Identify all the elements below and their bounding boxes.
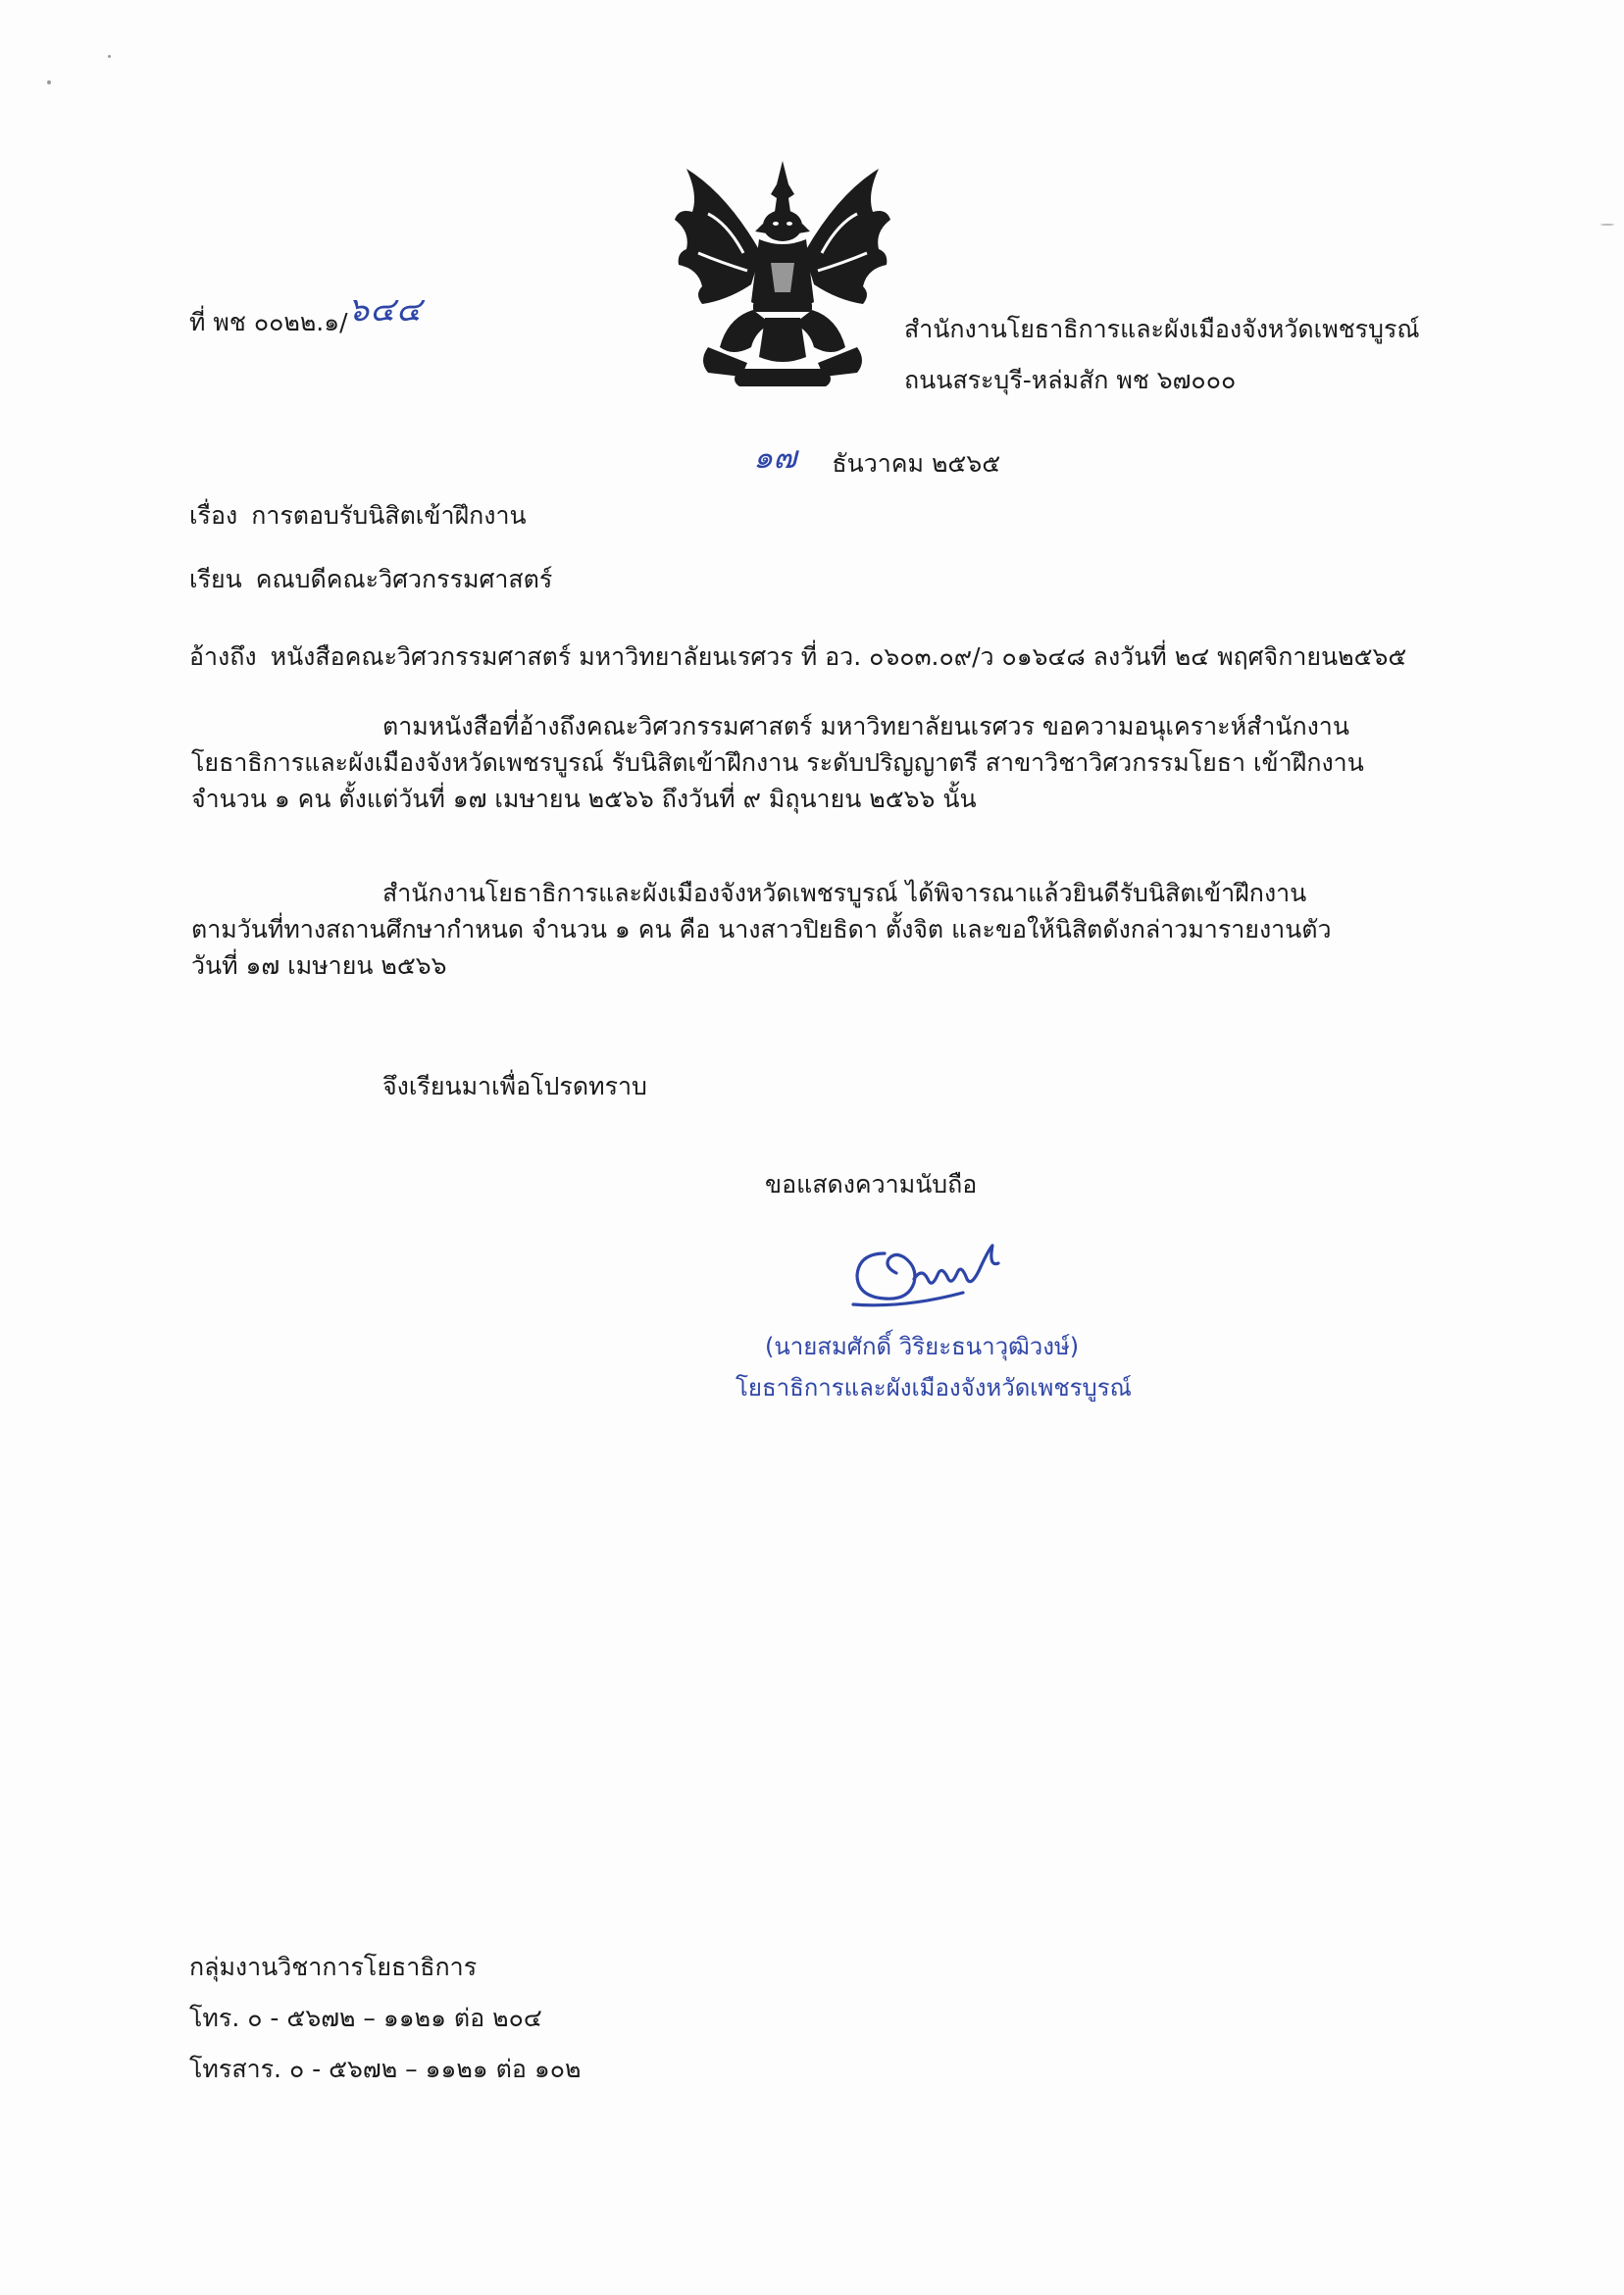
handwritten-signature — [845, 1224, 1012, 1312]
recipient-line — [189, 562, 552, 597]
date-month-year: ธันวาคม ๒๕๖๕ — [832, 449, 1001, 478]
agency-name: สำนักงานโยธาธิการและผังเมืองจังหวัดเพชรบูรณ์ — [904, 315, 1420, 343]
date-handwritten-day: ๑๗ — [753, 438, 797, 476]
subject-text: การตอบรับนิสิตเข้าฝึกงาน — [251, 501, 527, 530]
recipient-text: คณบดีคณะวิศวกรรมศาสตร์ — [255, 565, 553, 593]
reference-text: หนังสือคณะวิศวกรรมศาสตร์ มหาวิทยาลัยนเรศวร ที่ อว. ๐๖๐๓.๐๙/ว ๐๑๖๔๘ ลงวันที่ ๒๔ พฤศจิกายน๒๕๖๕ — [270, 642, 1407, 671]
paragraph-line: สำนักงานโยธาธิการและผังเมืองจังหวัดเพชรบูรณ์ ได้พิจารณาแล้วยินดีรับนิสิตเข้าฝึกงาน — [382, 879, 1307, 907]
scan-speck — [1600, 224, 1614, 226]
closing-sentence: จึงเรียนมาเพื่อโปรดทราบ — [382, 1072, 647, 1100]
footer-phone: โทร. ๐ - ๕๖๗๒ – ๑๑๒๑ ต่อ ๒๐๔ — [189, 2004, 542, 2032]
reference-handwritten-number: ๖๔๔ — [347, 290, 423, 330]
footer-fax: โทรสาร. ๐ - ๕๖๗๒ – ๑๑๒๑ ต่อ ๑๐๒ — [189, 2055, 582, 2083]
scan-speck — [108, 55, 111, 58]
paragraph-line: ตามวันที่ทางสถานศึกษากำหนด จำนวน ๑ คน คือ นางสาวปิยธิดา ตั้งจิต และขอให้นิสิตดังกล่าวมารายงานตัว — [191, 915, 1332, 944]
signer-title: โยธาธิการและผังเมืองจังหวัดเพชรบูรณ์ — [736, 1374, 1132, 1402]
valediction: ขอแสดงความนับถือ — [765, 1170, 978, 1198]
body-paragraph-2 — [191, 875, 1484, 984]
reference-line — [189, 639, 1406, 675]
reference-prefix: ที่ พช ๐๐๒๒.๑/ — [189, 308, 348, 336]
recipient-label: เรียน — [189, 565, 242, 593]
document-reference-number — [189, 290, 423, 340]
paragraph-line: จำนวน ๑ คน ตั้งแต่วันที่ ๑๗ เมษายน ๒๕๖๖ ถึงวันที่ ๙ มิถุนายน ๒๕๖๖ นั้น — [191, 785, 977, 813]
paragraph-line: ตามหนังสือที่อ้างถึงคณะวิศวกรรมศาสตร์ มหาวิทยาลัยนเรศวร ขอความอนุเคราะห์สำนักงาน — [382, 712, 1349, 740]
signer-name: (นายสมศักดิ์ วิริยะธนาวุฒิวงษ์) — [765, 1333, 1080, 1360]
garuda-emblem — [669, 155, 896, 390]
subject-line — [189, 498, 527, 534]
agency-address: ถนนสระบุรี-หล่มสัก พช ๖๗๐๐๐ — [904, 366, 1237, 394]
reference-label: อ้างถึง — [189, 642, 257, 671]
scan-speck — [47, 80, 51, 84]
footer-department: กลุ่มงานวิชาการโยธาธิการ — [189, 1953, 478, 1981]
paragraph-line: วันที่ ๑๗ เมษายน ๒๕๖๖ — [191, 951, 447, 980]
paragraph-line: โยธาธิการและผังเมืองจังหวัดเพชรบูรณ์ รับนิสิตเข้าฝึกงาน ระดับปริญญาตรี สาขาวิชาวิศวกรรมโยธา เข้าฝึกงาน — [191, 748, 1364, 777]
letter-date — [753, 438, 1001, 482]
subject-label: เรื่อง — [189, 501, 238, 530]
body-paragraph-1 — [191, 708, 1484, 817]
